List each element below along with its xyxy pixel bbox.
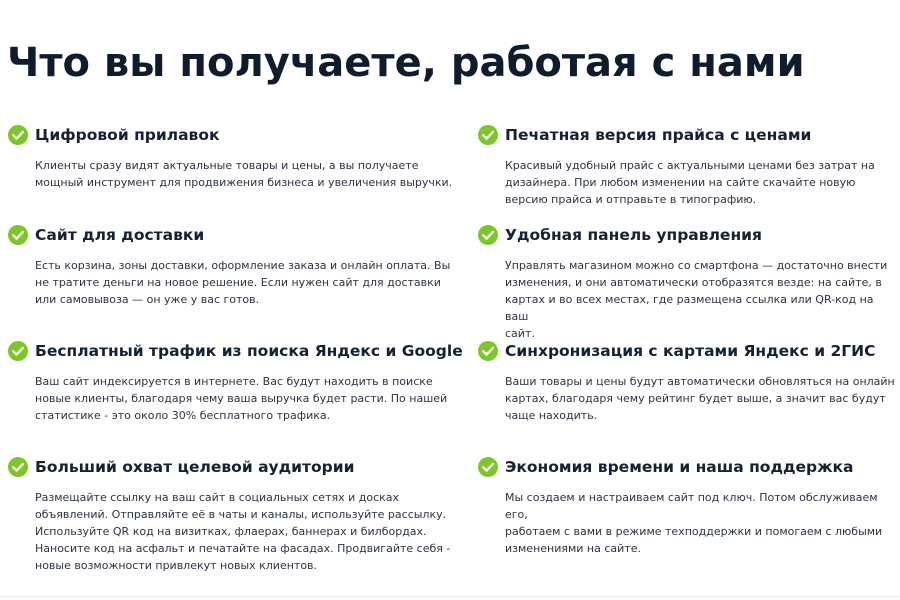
check-circle-icon xyxy=(478,225,498,245)
feature-title: Экономия времени и наша поддержка xyxy=(505,458,854,476)
feature-description xyxy=(478,257,898,342)
feature-title: Синхронизация с картами Яндекс и 2ГИС xyxy=(505,342,876,360)
feature-control-panel xyxy=(478,225,898,342)
feature-description-line: картах и во всех местах, где размещена ссылка или QR-код на ваш xyxy=(505,293,874,323)
feature-description-line: Наносите код на асфальт и печатайте на фасадах. Продвигайте себя - xyxy=(35,542,451,555)
feature-title: Удобная панель управления xyxy=(505,226,762,244)
feature-description-line: объявлений. Отправляйте её в чаты и каналы, используйте рассылку. xyxy=(35,508,447,521)
feature-description-line: не тратите деньги на новое решение. Если нужен сайт для доставки xyxy=(35,276,441,289)
feature-printed-price-list xyxy=(478,125,898,208)
feature-time-saving-support xyxy=(478,457,898,557)
check-circle-icon xyxy=(8,457,28,477)
feature-header xyxy=(8,341,463,365)
feature-title: Сайт для доставки xyxy=(35,226,205,244)
feature-description-line: Ваш сайт индексируется в интернете. Вас будут находить в поиске xyxy=(35,375,433,388)
feature-description xyxy=(478,157,898,208)
feature-description-line: Клиенты сразу видят актуальные товары и цены, а вы получаете xyxy=(35,159,419,172)
page-title: Что вы получаете, работая с нами xyxy=(7,40,805,86)
check-circle-icon xyxy=(8,341,28,361)
feature-maps-sync xyxy=(478,341,898,424)
feature-header xyxy=(478,125,898,149)
feature-description-line: версию прайса и отправьте в типографию. xyxy=(505,193,757,206)
feature-description-line: Используйте QR код на визитках, флаерах, баннерах и билбордах. xyxy=(35,525,427,538)
feature-description-line: изменения, и они автоматически отобразятся везде: на сайте, в xyxy=(505,276,882,289)
feature-description-line: работаем с вами в режиме техподдержки и помогаем с любыми xyxy=(505,525,883,538)
feature-header xyxy=(8,125,448,149)
feature-title: Бесплатный трафик из поиска Яндекс и Google xyxy=(35,342,463,360)
feature-description-line: дизайнера. При любом изменении на сайте скачайте новую xyxy=(505,176,856,189)
divider xyxy=(0,596,900,597)
feature-description-line: или самовывоза — он уже у вас готов. xyxy=(35,293,260,306)
feature-title: Больший охват целевой аудитории xyxy=(35,458,355,476)
feature-description-line: картах, благодаря чему рейтинг будет выше, а значит вас будут xyxy=(505,392,886,405)
feature-header xyxy=(478,341,898,365)
feature-description-line: Красивый удобный прайс с актуальными ценами без затрат на xyxy=(505,159,875,172)
feature-header xyxy=(478,457,898,481)
check-circle-icon xyxy=(8,125,28,145)
feature-description xyxy=(478,373,898,424)
feature-header xyxy=(8,457,448,481)
feature-description-line: Есть корзина, зоны доставки, оформление заказа и онлайн оплата. Вы xyxy=(35,259,451,272)
feature-description-line: сайт. xyxy=(505,327,535,340)
feature-description-line: Управлять магазином можно со смартфона — достаточно внести xyxy=(505,259,888,272)
feature-description xyxy=(478,489,898,557)
feature-delivery-site xyxy=(8,225,451,308)
feature-description-line: чаще находить. xyxy=(505,409,598,422)
feature-description-line: Мы создаем и настраиваем сайт под ключ. Потом обслуживаем его, xyxy=(505,491,878,521)
feature-audience-reach xyxy=(8,457,451,574)
feature-description-line: статистике - это около 30% бесплатного трафика. xyxy=(35,409,331,422)
feature-header xyxy=(8,225,448,249)
feature-title: Цифровой прилавок xyxy=(35,126,220,144)
feature-description-line: Ваши товары и цены будут автоматически обновляться на онлайн xyxy=(505,375,895,388)
feature-title: Печатная версия прайса с ценами xyxy=(505,126,812,144)
feature-description-line: новые клиенты, благодаря чему ваша выручка будет расти. По нашей xyxy=(35,392,448,405)
feature-description xyxy=(8,373,455,424)
check-circle-icon xyxy=(478,125,498,145)
feature-digital-counter xyxy=(8,125,453,191)
feature-description xyxy=(8,257,455,308)
feature-description-line: изменениями на сайте. xyxy=(505,542,641,555)
check-circle-icon xyxy=(478,457,498,477)
feature-free-traffic xyxy=(8,341,463,424)
check-circle-icon xyxy=(478,341,498,361)
feature-description xyxy=(8,157,455,191)
check-circle-icon xyxy=(8,225,28,245)
feature-description-line: новые возможности привлекут новых клиентов. xyxy=(35,559,318,572)
feature-description-line: мощный инструмент для продвижения бизнеса и увеличения выручки. xyxy=(35,176,453,189)
feature-description-line: Размещайте ссылку на ваш сайт в социальных сетях и досках xyxy=(35,491,400,504)
feature-header xyxy=(478,225,898,249)
feature-description xyxy=(8,489,455,574)
